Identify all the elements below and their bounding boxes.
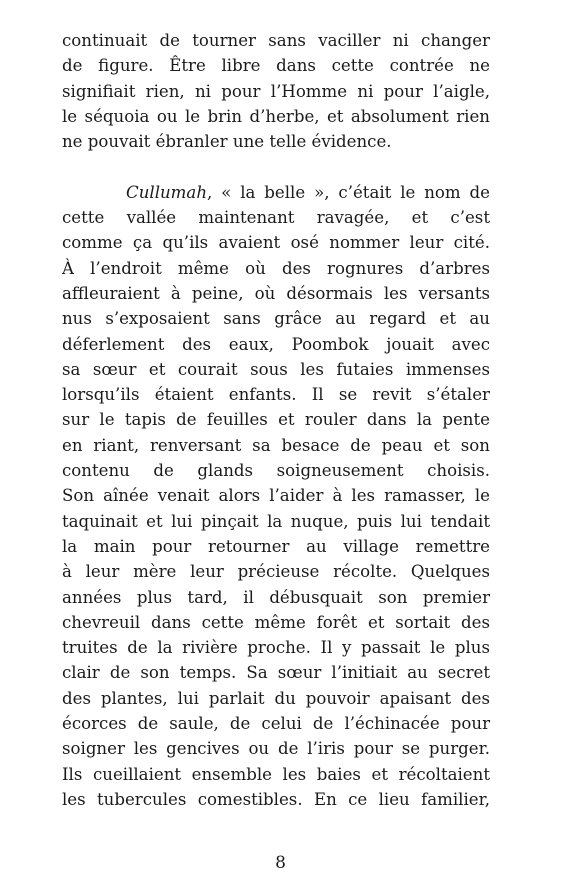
text-line: déferlement des eaux, Poombok jouait avec (62, 334, 490, 354)
italic-name: Cullumah (126, 182, 207, 202)
text-line: À l’endroit même où des rognures d’arbres (62, 258, 490, 278)
text-line: les tubercules comestibles. En ce lieu familier, (62, 789, 490, 809)
paragraph-1 (62, 28, 490, 154)
text-line: truites de la rivière proche. Il y passait le plus (62, 638, 490, 658)
text-line: continuait de tourner sans vaciller ni changer (62, 31, 490, 50)
text-line: la main pour retourner au village remettre (62, 536, 490, 556)
text-line: lorsqu’ils étaient enfants. Il se revit s’étaler (62, 385, 490, 405)
text-line: contenu de glands soigneusement choisis. (62, 461, 490, 481)
text-line: soigner les gencives ou de l’iris pour se purger. (62, 739, 490, 759)
text-line: de figure. Être libre dans cette contrée ne (62, 56, 490, 76)
text-line: ne pouvait ébranler une telle évidence. (62, 132, 392, 152)
text-line: écorces de saule, de celui de l’échinacée pour (62, 714, 490, 734)
text-line: taquinait et lui pinçait la nuque, puis lui tendait (62, 511, 490, 531)
paragraph-spacer (62, 154, 490, 179)
text-line: comme ça qu’ils avaient osé nommer leur cité. (62, 233, 490, 253)
text-line: le séquoia ou le brin d’herbe, et absolument rien (62, 106, 490, 126)
text-line: Ils cueillaient ensemble les baies et récoltaient (62, 764, 490, 784)
text-line: années plus tard, il débusquait son premier (62, 587, 490, 607)
page-body (62, 28, 490, 812)
page-number: 8 (275, 853, 286, 873)
text-line: clair de son temps. Sa sœur l’initiait au secret (62, 663, 490, 683)
text-line: Son aînée venait alors l’aider à les ramasser, le (62, 486, 490, 506)
text-line-first (62, 180, 490, 205)
paragraph-2 (62, 180, 490, 812)
text-fragment: , « la belle », c’était le nom de (207, 182, 490, 202)
text-line: sur le tapis de feuilles et rouler dans la pente (62, 410, 490, 430)
text-line: signifiait rien, ni pour l’Homme ni pour l’aigle, (62, 81, 490, 101)
text-line: en riant, renversant sa besace de peau et son (62, 435, 490, 455)
text-line: affleuraient à peine, où désormais les versants (62, 283, 490, 303)
text-line: sa sœur et courait sous les futaies immenses (62, 359, 490, 379)
text-line: cette vallée maintenant ravagée, et c’est (62, 208, 490, 228)
text-line: des plantes, lui parlait du pouvoir apaisant des (62, 688, 490, 708)
text-line: nus s’exposaient sans grâce au regard et au (62, 309, 490, 329)
text-line: à leur mère leur précieuse récolte. Quelques (62, 562, 490, 582)
text-line: chevreuil dans cette même forêt et sortait des (62, 612, 490, 632)
